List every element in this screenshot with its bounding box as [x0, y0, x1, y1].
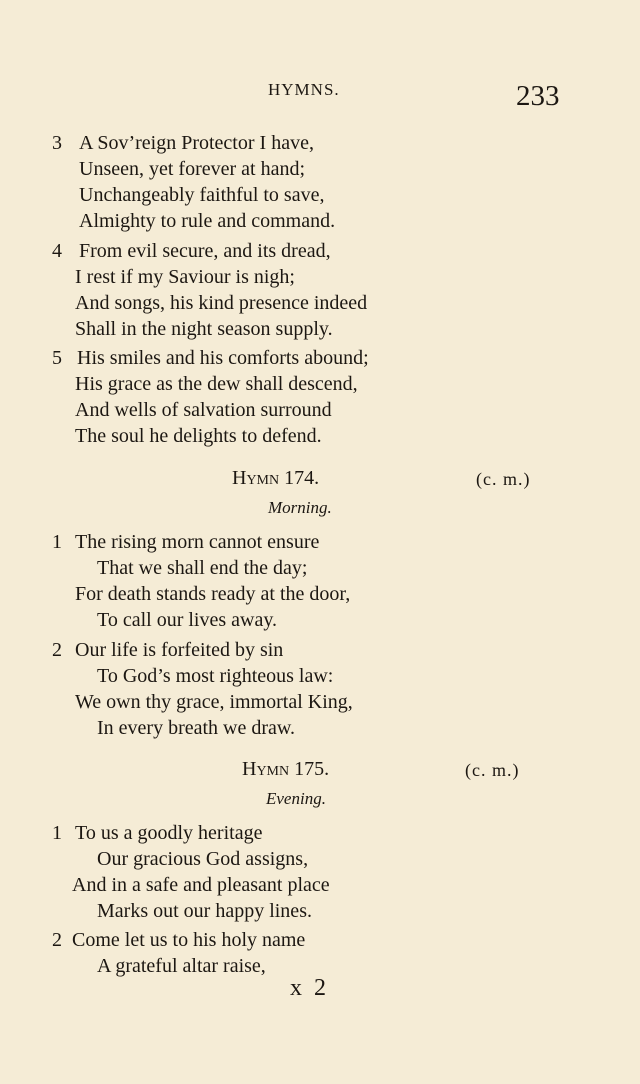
- verse-line: Shall in the night season supply.: [75, 318, 333, 340]
- verse-line: In every breath we draw.: [97, 717, 296, 739]
- verse-line: And songs, his kind presence indeed: [75, 292, 368, 314]
- verse-number: 2: [52, 639, 62, 661]
- hymn-175-subtitle: Evening.: [266, 789, 326, 808]
- verse-line: A Sov’reign Protector I have,: [79, 132, 314, 154]
- page-number: 233: [516, 80, 560, 112]
- verse-3: [0, 130, 640, 234]
- verse-number: 3: [52, 132, 62, 154]
- hymn-175-verse-2: [0, 927, 640, 979]
- verse-4: [0, 238, 640, 342]
- hymn-174-meter: (c. m.): [476, 469, 531, 489]
- hymn-175-title: Hymn 175.: [242, 758, 330, 780]
- hymn-174-verse-2: [0, 637, 640, 741]
- verse-line: And in a safe and pleasant place: [72, 874, 330, 896]
- verse-line: Our life is forfeited by sin: [75, 639, 284, 661]
- running-title: HYMNS.: [268, 80, 340, 99]
- verse-line: From evil secure, and its dread,: [79, 240, 331, 262]
- verse-line: I rest if my Saviour is nigh;: [75, 266, 295, 288]
- verse-line: His smiles and his comforts abound;: [77, 347, 369, 369]
- verse-line: Come let us to his holy name: [72, 929, 306, 951]
- verse-line: Unseen, yet forever at hand;: [79, 158, 306, 180]
- verse-line: Unchangeably faithful to save,: [79, 184, 325, 206]
- verse-5: [0, 345, 640, 449]
- verse-line: And wells of salvation surround: [75, 399, 332, 421]
- verse-line: We own thy grace, immortal King,: [75, 691, 353, 713]
- verse-line: Marks out our happy lines.: [97, 900, 312, 922]
- verse-number: 1: [52, 531, 62, 553]
- verse-line: Our gracious God assigns,: [97, 848, 309, 870]
- verse-line: A grateful altar raise,: [97, 955, 266, 977]
- verse-number: 5: [52, 347, 62, 369]
- hymn-175-verse-1: [0, 820, 640, 924]
- verse-number: 4: [52, 240, 62, 262]
- verse-line: For death stands ready at the door,: [75, 583, 351, 605]
- hymn-175-meter: (c. m.): [465, 760, 520, 780]
- verse-line: The rising morn cannot ensure: [75, 531, 320, 553]
- hymn-174-subtitle: Morning.: [268, 498, 332, 517]
- signature-mark: x 2: [290, 975, 329, 1001]
- verse-line: To us a goodly heritage: [75, 822, 263, 844]
- verse-line: To call our lives away.: [97, 609, 278, 631]
- verse-line: To God’s most righteous law:: [97, 665, 334, 687]
- verse-line: That we shall end the day;: [97, 557, 308, 579]
- hymn-174-title: Hymn 174.: [232, 467, 320, 489]
- hymn-174-verse-1: [0, 529, 640, 633]
- hymn-continuation: [0, 130, 640, 234]
- verse-line: The soul he delights to defend.: [75, 425, 322, 447]
- verse-number: 2: [52, 929, 62, 951]
- verse-line: His grace as the dew shall descend,: [75, 373, 358, 395]
- verse-number: 1: [52, 822, 62, 844]
- verse-line: Almighty to rule and command.: [79, 210, 336, 232]
